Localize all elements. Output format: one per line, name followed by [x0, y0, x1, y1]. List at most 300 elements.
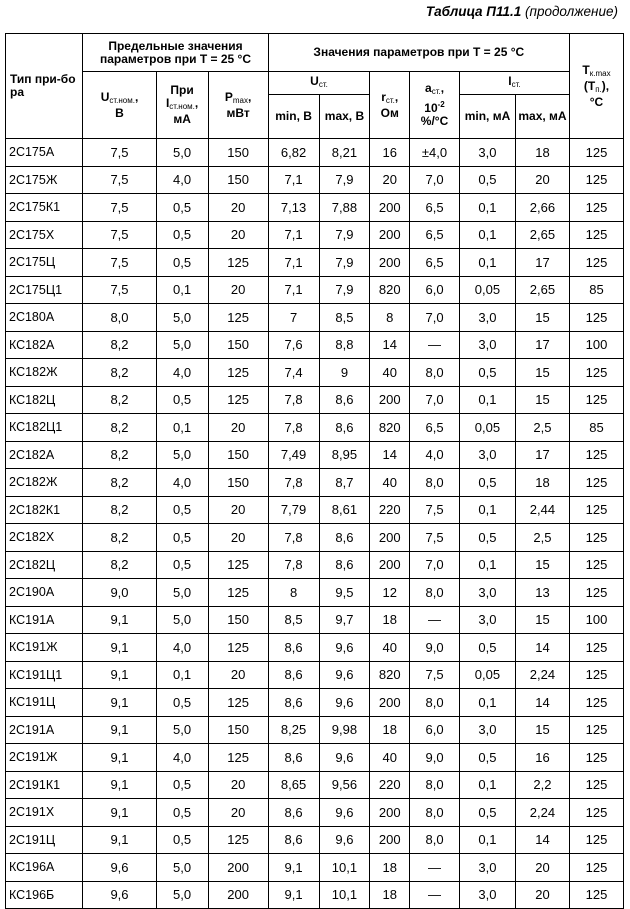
- cell-i-max: 17: [515, 441, 569, 469]
- cell-u-min: 8,6: [268, 661, 319, 689]
- cell-t-max: 125: [569, 826, 623, 854]
- cell-r-st: 200: [370, 551, 410, 579]
- cell-t-max: 85: [569, 276, 623, 304]
- cell-i-min: 0,5: [459, 744, 515, 772]
- cell-device-type: КС191Ж: [6, 634, 83, 662]
- cell-u-min: 8,6: [268, 744, 319, 772]
- cell-i-min: 3,0: [459, 606, 515, 634]
- table-row: [6, 634, 624, 662]
- cell-t-max: 125: [569, 304, 623, 332]
- cell-i-min: 0,05: [459, 276, 515, 304]
- cell-p-max: 125: [208, 826, 268, 854]
- cell-u-nom: 7,5: [83, 221, 156, 249]
- cell-device-type: 2С175Ж: [6, 166, 83, 194]
- cell-r-st: 200: [370, 826, 410, 854]
- limit-values-header: Предельные значения параметров при T = 25 °C: [83, 34, 268, 72]
- cell-u-nom: 7,5: [83, 194, 156, 222]
- cell-i-nom: 5,0: [156, 441, 208, 469]
- cell-p-max: 20: [208, 194, 268, 222]
- cell-u-min: 7,6: [268, 331, 319, 359]
- cell-i-max: 15: [515, 606, 569, 634]
- cell-p-max: 125: [208, 689, 268, 717]
- table-row: [6, 359, 624, 387]
- cell-device-type: 2С190А: [6, 579, 83, 607]
- cell-i-min: 3,0: [459, 716, 515, 744]
- cell-u-nom: 8,2: [83, 496, 156, 524]
- cell-a-st: 4,0: [410, 441, 460, 469]
- cell-i-max: 15: [515, 359, 569, 387]
- cell-i-nom: 5,0: [156, 331, 208, 359]
- cell-device-type: 2С191Ц: [6, 826, 83, 854]
- cell-device-type: 2С182Ц: [6, 551, 83, 579]
- cell-i-nom: 4,0: [156, 166, 208, 194]
- cell-a-st: 7,0: [410, 166, 460, 194]
- cell-p-max: 150: [208, 139, 268, 167]
- cell-device-type: 2С191Ж: [6, 744, 83, 772]
- cell-i-nom: 0,5: [156, 771, 208, 799]
- cell-u-min: 8,25: [268, 716, 319, 744]
- table-row: [6, 744, 624, 772]
- cell-p-max: 125: [208, 551, 268, 579]
- cell-device-type: 2С175Х: [6, 221, 83, 249]
- cell-p-max: 125: [208, 579, 268, 607]
- cell-p-max: 20: [208, 496, 268, 524]
- cell-i-min: 0,1: [459, 826, 515, 854]
- cell-i-max: 20: [515, 166, 569, 194]
- cell-u-max: 8,6: [319, 414, 370, 442]
- cell-i-nom: 0,1: [156, 661, 208, 689]
- cell-t-max: 125: [569, 166, 623, 194]
- cell-a-st: 7,5: [410, 496, 460, 524]
- cell-i-min: 0,5: [459, 469, 515, 497]
- cell-r-st: 18: [370, 716, 410, 744]
- cell-u-nom: 8,2: [83, 469, 156, 497]
- caption-title: Таблица П11.1: [425, 4, 522, 19]
- table-row: [6, 716, 624, 744]
- cell-p-max: 150: [208, 606, 268, 634]
- cell-p-max: 20: [208, 221, 268, 249]
- cell-i-nom: 5,0: [156, 606, 208, 634]
- cell-p-max: 200: [208, 854, 268, 882]
- cell-r-st: 220: [370, 496, 410, 524]
- cell-i-nom: 4,0: [156, 469, 208, 497]
- cell-device-type: КС182Ц1: [6, 414, 83, 442]
- cell-i-max: 2,44: [515, 496, 569, 524]
- cell-r-st: 8: [370, 304, 410, 332]
- cell-u-nom: 7,5: [83, 139, 156, 167]
- cell-i-nom: 0,5: [156, 194, 208, 222]
- table-row: [6, 579, 624, 607]
- cell-r-st: 18: [370, 606, 410, 634]
- col-u-min-header: min, В: [268, 95, 319, 139]
- cell-i-min: 0,1: [459, 551, 515, 579]
- cell-i-nom: 0,5: [156, 386, 208, 414]
- cell-device-type: 2С191А: [6, 716, 83, 744]
- cell-u-nom: 7,5: [83, 166, 156, 194]
- cell-t-max: 125: [569, 661, 623, 689]
- cell-p-max: 20: [208, 276, 268, 304]
- cell-a-st: 8,0: [410, 799, 460, 827]
- cell-a-st: 6,0: [410, 716, 460, 744]
- cell-i-nom: 5,0: [156, 579, 208, 607]
- table-row: [6, 414, 624, 442]
- cell-r-st: 820: [370, 276, 410, 304]
- cell-u-nom: 8,2: [83, 441, 156, 469]
- cell-r-st: 200: [370, 386, 410, 414]
- cell-u-min: 7,79: [268, 496, 319, 524]
- cell-t-max: 125: [569, 551, 623, 579]
- cell-t-max: 125: [569, 469, 623, 497]
- cell-device-type: 2С175Ц: [6, 249, 83, 277]
- cell-device-type: КС191А: [6, 606, 83, 634]
- cell-u-nom: 9,0: [83, 579, 156, 607]
- cell-a-st: —: [410, 881, 460, 909]
- cell-t-max: 125: [569, 194, 623, 222]
- cell-r-st: 40: [370, 744, 410, 772]
- cell-t-max: 125: [569, 854, 623, 882]
- cell-t-max: 100: [569, 606, 623, 634]
- cell-r-st: 14: [370, 331, 410, 359]
- cell-u-max: 9,6: [319, 799, 370, 827]
- table-row: [6, 799, 624, 827]
- cell-p-max: 125: [208, 359, 268, 387]
- cell-t-max: 125: [569, 634, 623, 662]
- cell-u-min: 8,6: [268, 799, 319, 827]
- cell-i-max: 17: [515, 331, 569, 359]
- cell-a-st: 7,5: [410, 524, 460, 552]
- cell-device-type: 2С182Ж: [6, 469, 83, 497]
- cell-i-min: 3,0: [459, 579, 515, 607]
- cell-a-st: —: [410, 854, 460, 882]
- table-row: [6, 276, 624, 304]
- table-row: [6, 249, 624, 277]
- cell-u-min: 7: [268, 304, 319, 332]
- cell-u-max: 9,6: [319, 826, 370, 854]
- cell-u-min: 9,1: [268, 854, 319, 882]
- table-row: [6, 139, 624, 167]
- table-row: [6, 881, 624, 909]
- cell-u-max: 9,6: [319, 689, 370, 717]
- cell-u-min: 8,6: [268, 826, 319, 854]
- table-row: [6, 551, 624, 579]
- cell-i-max: 17: [515, 249, 569, 277]
- cell-t-max: 125: [569, 881, 623, 909]
- cell-device-type: КС196А: [6, 854, 83, 882]
- cell-t-max: 125: [569, 771, 623, 799]
- cell-u-min: 7,4: [268, 359, 319, 387]
- col-i-nom-header: При $I_{ст.ном.}$, мА: [156, 72, 208, 139]
- cell-i-nom: 5,0: [156, 139, 208, 167]
- table-header: [6, 34, 624, 139]
- cell-u-nom: 7,5: [83, 276, 156, 304]
- table-body: [6, 139, 624, 909]
- cell-u-nom: 8,0: [83, 304, 156, 332]
- cell-i-min: 0,5: [459, 634, 515, 662]
- cell-i-max: 14: [515, 689, 569, 717]
- cell-i-min: 0,1: [459, 689, 515, 717]
- table-caption: [426, 4, 618, 19]
- col-p-max-header: $P_{max}$, мВт: [208, 72, 268, 139]
- cell-device-type: КС191Ц: [6, 689, 83, 717]
- cell-a-st: 6,0: [410, 276, 460, 304]
- cell-t-max: 125: [569, 221, 623, 249]
- cell-u-nom: 9,1: [83, 606, 156, 634]
- cell-t-max: 125: [569, 579, 623, 607]
- cell-i-max: 16: [515, 744, 569, 772]
- cell-r-st: 820: [370, 661, 410, 689]
- cell-u-min: 9,1: [268, 881, 319, 909]
- cell-u-nom: 9,1: [83, 826, 156, 854]
- cell-r-st: 200: [370, 221, 410, 249]
- cell-a-st: 7,5: [410, 661, 460, 689]
- cell-i-min: 3,0: [459, 331, 515, 359]
- cell-i-min: 3,0: [459, 441, 515, 469]
- cell-r-st: 14: [370, 441, 410, 469]
- cell-u-max: 9,6: [319, 744, 370, 772]
- cell-p-max: 150: [208, 441, 268, 469]
- cell-t-max: 125: [569, 139, 623, 167]
- cell-i-nom: 0,5: [156, 826, 208, 854]
- cell-r-st: 200: [370, 689, 410, 717]
- parameter-values-header: Значения параметров при T = 25 °C: [268, 34, 569, 72]
- cell-r-st: 200: [370, 799, 410, 827]
- cell-u-nom: 9,6: [83, 854, 156, 882]
- cell-r-st: 20: [370, 166, 410, 194]
- cell-u-max: 9,6: [319, 661, 370, 689]
- cell-r-st: 16: [370, 139, 410, 167]
- col-i-min-header: min, мА: [459, 95, 515, 139]
- cell-i-min: 0,5: [459, 524, 515, 552]
- cell-r-st: 200: [370, 194, 410, 222]
- col-i-max-header: max, мА: [515, 95, 569, 139]
- cell-p-max: 150: [208, 166, 268, 194]
- cell-i-nom: 4,0: [156, 744, 208, 772]
- cell-p-max: 20: [208, 799, 268, 827]
- col-u-st-header: $U_{ст.}$: [268, 72, 370, 95]
- cell-u-min: 7,8: [268, 551, 319, 579]
- table-row: [6, 661, 624, 689]
- cell-i-nom: 0,5: [156, 496, 208, 524]
- cell-i-min: 0,1: [459, 249, 515, 277]
- cell-r-st: 200: [370, 249, 410, 277]
- cell-t-max: 125: [569, 716, 623, 744]
- cell-u-nom: 9,1: [83, 799, 156, 827]
- cell-u-nom: 8,2: [83, 414, 156, 442]
- table-row: [6, 441, 624, 469]
- cell-t-max: 125: [569, 689, 623, 717]
- cell-u-min: 8,65: [268, 771, 319, 799]
- cell-device-type: КС196Б: [6, 881, 83, 909]
- cell-p-max: 125: [208, 386, 268, 414]
- cell-i-min: 3,0: [459, 304, 515, 332]
- cell-device-type: 2С180А: [6, 304, 83, 332]
- cell-i-max: 20: [515, 854, 569, 882]
- cell-a-st: 9,0: [410, 634, 460, 662]
- cell-u-max: 9,5: [319, 579, 370, 607]
- cell-p-max: 20: [208, 524, 268, 552]
- cell-p-max: 125: [208, 249, 268, 277]
- cell-a-st: 8,0: [410, 689, 460, 717]
- cell-u-nom: 9,1: [83, 771, 156, 799]
- cell-p-max: 150: [208, 716, 268, 744]
- cell-device-type: КС182Ж: [6, 359, 83, 387]
- table-row: [6, 524, 624, 552]
- cell-a-st: ±4,0: [410, 139, 460, 167]
- cell-device-type: 2С175А: [6, 139, 83, 167]
- cell-u-nom: 8,2: [83, 359, 156, 387]
- cell-a-st: 6,5: [410, 194, 460, 222]
- cell-a-st: 8,0: [410, 826, 460, 854]
- cell-a-st: 6,5: [410, 249, 460, 277]
- cell-device-type: 2С191Х: [6, 799, 83, 827]
- cell-u-max: 8,7: [319, 469, 370, 497]
- parameters-table: [5, 33, 624, 909]
- cell-t-max: 125: [569, 744, 623, 772]
- cell-i-max: 2,65: [515, 276, 569, 304]
- cell-u-nom: 8,2: [83, 551, 156, 579]
- cell-u-nom: 8,2: [83, 386, 156, 414]
- col-tmax-header: $T_{к.max}$ $(T_{п.})$, °C: [569, 34, 623, 139]
- cell-u-min: 7,8: [268, 386, 319, 414]
- cell-t-max: 125: [569, 524, 623, 552]
- cell-i-min: 0,5: [459, 166, 515, 194]
- col-a-st-header: $a_{ст.}$, $10^{-2}$ %/°C: [410, 72, 460, 139]
- table-row: [6, 606, 624, 634]
- cell-device-type: 2С175К1: [6, 194, 83, 222]
- cell-u-min: 7,49: [268, 441, 319, 469]
- cell-u-nom: 9,1: [83, 689, 156, 717]
- cell-r-st: 220: [370, 771, 410, 799]
- cell-a-st: 8,0: [410, 469, 460, 497]
- cell-u-min: 7,8: [268, 524, 319, 552]
- cell-u-nom: 8,2: [83, 331, 156, 359]
- cell-r-st: 200: [370, 524, 410, 552]
- cell-i-nom: 0,5: [156, 689, 208, 717]
- table-row: [6, 469, 624, 497]
- cell-i-nom: 0,5: [156, 551, 208, 579]
- cell-u-max: 8,6: [319, 524, 370, 552]
- cell-r-st: 820: [370, 414, 410, 442]
- cell-device-type: КС182А: [6, 331, 83, 359]
- cell-i-max: 18: [515, 139, 569, 167]
- cell-device-type: КС182Ц: [6, 386, 83, 414]
- cell-a-st: 8,0: [410, 579, 460, 607]
- cell-r-st: 12: [370, 579, 410, 607]
- cell-r-st: 40: [370, 359, 410, 387]
- col-r-st-header: $r_{ст.}$, Ом: [370, 72, 410, 139]
- cell-i-nom: 4,0: [156, 634, 208, 662]
- cell-u-min: 7,8: [268, 469, 319, 497]
- cell-a-st: 7,0: [410, 386, 460, 414]
- cell-i-min: 0,05: [459, 414, 515, 442]
- cell-u-min: 7,1: [268, 166, 319, 194]
- cell-i-max: 18: [515, 469, 569, 497]
- cell-i-min: 0,1: [459, 221, 515, 249]
- cell-i-min: 0,05: [459, 661, 515, 689]
- cell-p-max: 20: [208, 661, 268, 689]
- cell-t-max: 125: [569, 359, 623, 387]
- cell-u-max: 8,8: [319, 331, 370, 359]
- cell-p-max: 200: [208, 881, 268, 909]
- cell-u-nom: 8,2: [83, 524, 156, 552]
- cell-i-max: 2,5: [515, 524, 569, 552]
- cell-i-max: 20: [515, 881, 569, 909]
- cell-i-nom: 0,5: [156, 799, 208, 827]
- cell-u-max: 8,95: [319, 441, 370, 469]
- cell-device-type: 2С182К1: [6, 496, 83, 524]
- cell-i-nom: 0,5: [156, 249, 208, 277]
- table-row: [6, 386, 624, 414]
- col-u-nom-header: $U_{ст.ном.}$, В: [83, 72, 156, 139]
- cell-t-max: 125: [569, 249, 623, 277]
- cell-i-max: 2,2: [515, 771, 569, 799]
- cell-u-max: 8,61: [319, 496, 370, 524]
- cell-u-max: 9,6: [319, 634, 370, 662]
- cell-i-max: 2,65: [515, 221, 569, 249]
- cell-u-min: 7,1: [268, 249, 319, 277]
- cell-i-min: 0,1: [459, 194, 515, 222]
- table-row: [6, 166, 624, 194]
- cell-u-min: 8,6: [268, 634, 319, 662]
- cell-p-max: 20: [208, 414, 268, 442]
- cell-i-min: 0,5: [459, 359, 515, 387]
- cell-a-st: 8,0: [410, 359, 460, 387]
- cell-a-st: —: [410, 331, 460, 359]
- cell-u-nom: 9,1: [83, 661, 156, 689]
- cell-i-nom: 5,0: [156, 881, 208, 909]
- cell-i-max: 13: [515, 579, 569, 607]
- cell-u-min: 7,13: [268, 194, 319, 222]
- cell-i-max: 14: [515, 634, 569, 662]
- cell-i-max: 2,24: [515, 661, 569, 689]
- cell-device-type: 2С182А: [6, 441, 83, 469]
- cell-u-nom: 9,1: [83, 634, 156, 662]
- cell-i-max: 2,66: [515, 194, 569, 222]
- cell-u-min: 7,8: [268, 414, 319, 442]
- cell-a-st: 7,0: [410, 304, 460, 332]
- cell-u-nom: 9,6: [83, 881, 156, 909]
- cell-a-st: 9,0: [410, 744, 460, 772]
- cell-t-max: 100: [569, 331, 623, 359]
- cell-u-max: 7,9: [319, 166, 370, 194]
- cell-device-type: КС191Ц1: [6, 661, 83, 689]
- cell-p-max: 125: [208, 304, 268, 332]
- cell-p-max: 125: [208, 634, 268, 662]
- cell-i-min: 3,0: [459, 139, 515, 167]
- cell-u-max: 9,98: [319, 716, 370, 744]
- cell-u-max: 8,6: [319, 551, 370, 579]
- table-row: [6, 331, 624, 359]
- cell-u-max: 7,9: [319, 249, 370, 277]
- cell-u-max: 7,9: [319, 221, 370, 249]
- table-row: [6, 771, 624, 799]
- cell-i-min: 0,1: [459, 496, 515, 524]
- cell-u-min: 8: [268, 579, 319, 607]
- cell-u-nom: 9,1: [83, 744, 156, 772]
- cell-t-max: 85: [569, 414, 623, 442]
- cell-a-st: 8,0: [410, 771, 460, 799]
- table-row: [6, 689, 624, 717]
- cell-u-min: 8,6: [268, 689, 319, 717]
- cell-i-nom: 0,5: [156, 221, 208, 249]
- cell-u-min: 7,1: [268, 221, 319, 249]
- cell-u-max: 9,7: [319, 606, 370, 634]
- cell-u-min: 7,1: [268, 276, 319, 304]
- cell-device-type: 2С175Ц1: [6, 276, 83, 304]
- cell-t-max: 125: [569, 441, 623, 469]
- cell-i-max: 14: [515, 826, 569, 854]
- cell-i-min: 0,1: [459, 771, 515, 799]
